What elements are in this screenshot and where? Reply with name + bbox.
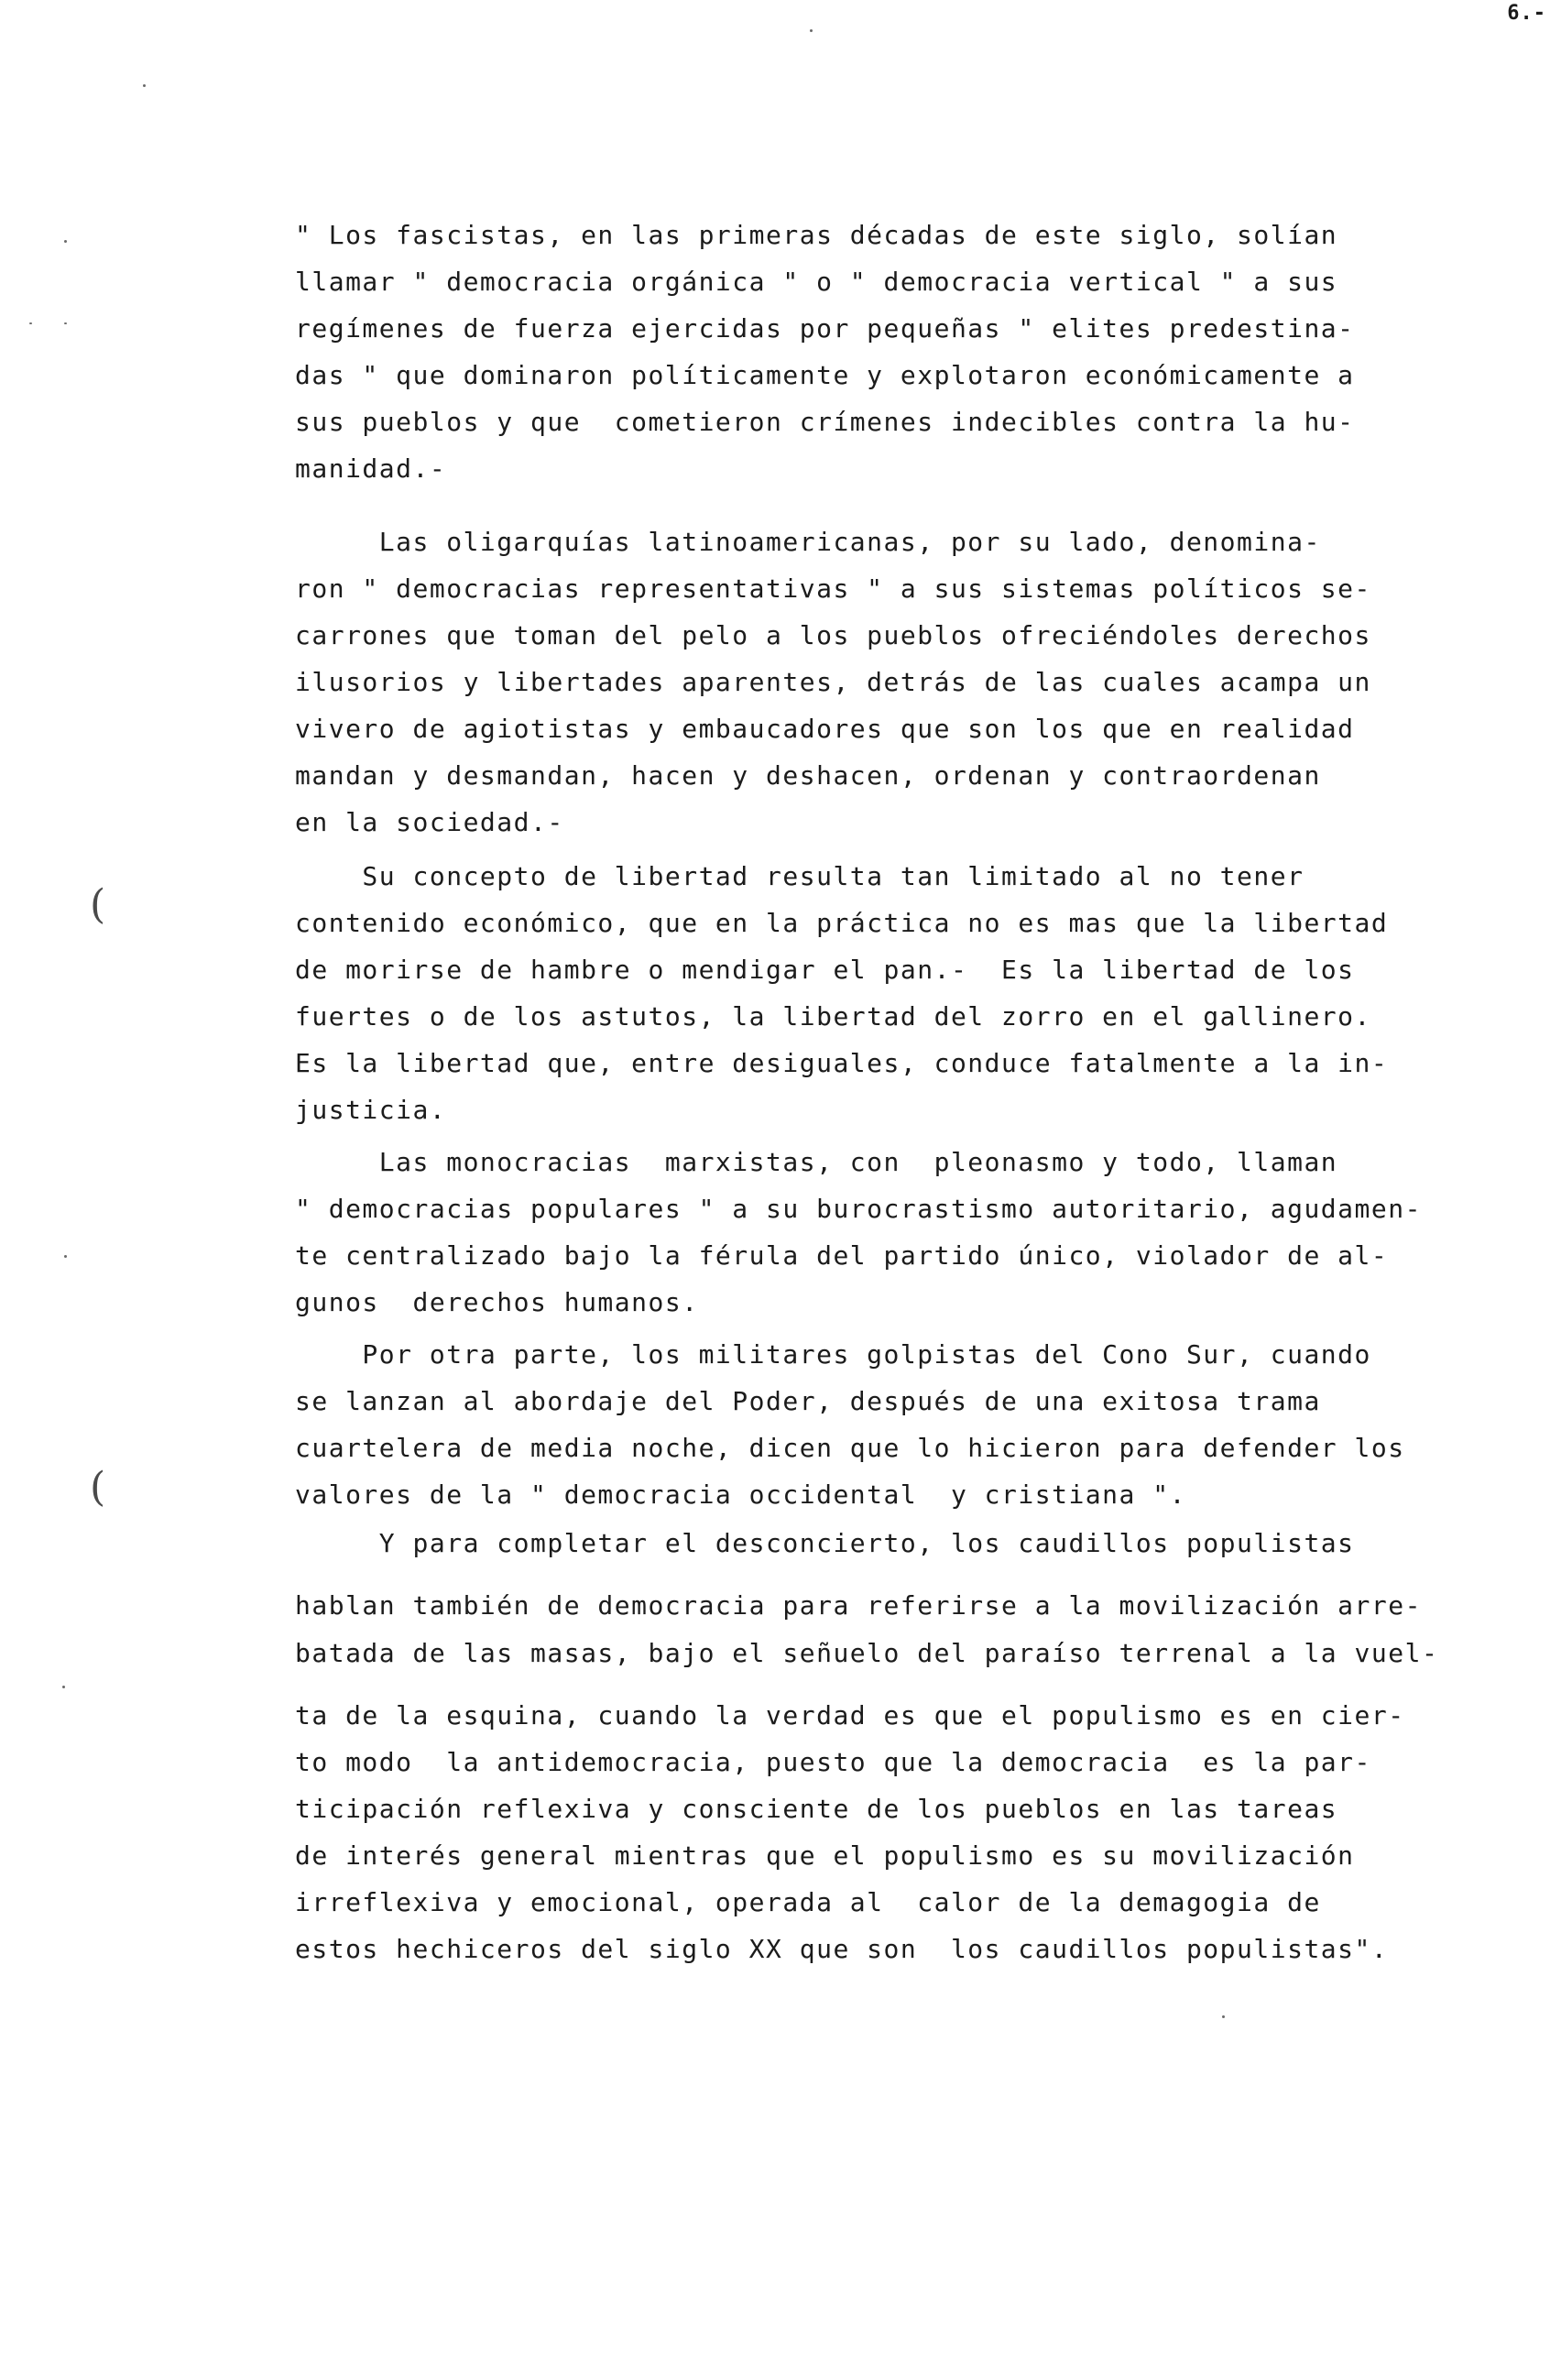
speck — [64, 322, 67, 324]
speck — [1222, 2015, 1225, 2018]
text-line: fuertes o de los astutos, la libertad del zorro en el gallinero. — [295, 1001, 1371, 1032]
text-line: Su concepto de libertad resulta tan limitado al no tener — [295, 861, 1304, 891]
text-line: de interés general mientras que el populismo es su movilización — [295, 1840, 1355, 1871]
text-line: contenido económico, que en la práctica no es mas que la libertad — [295, 908, 1389, 938]
text-line: Es la libertad que, entre desiguales, conduce fatalmente a la in- — [295, 1048, 1389, 1078]
speck — [64, 1255, 67, 1258]
text-line: ilusorios y libertades aparentes, detrás de las cuales acampa un — [295, 667, 1371, 697]
text-line: estos hechiceros del siglo XX que son los caudillos populistas". — [295, 1934, 1389, 1964]
text-line: batada de las masas, bajo el señuelo del paraíso terrenal a la vuel- — [295, 1638, 1439, 1668]
text-line: Las monocracias marxistas, con pleonasmo y todo, llaman — [295, 1147, 1338, 1177]
text-line: llamar " democracia orgánica " o " democracia vertical " a sus — [295, 267, 1338, 297]
text-line: vivero de agiotistas y embaucadores que son los que en realidad — [295, 714, 1355, 744]
text-line: ticipación reflexiva y consciente de los pueblos en las tareas — [295, 1794, 1338, 1824]
speck — [143, 84, 146, 87]
text-line: " Los fascistas, en las primeras décadas de este siglo, solían — [295, 220, 1338, 250]
text-line: se lanzan al abordaje del Poder, después de una exitosa trama — [295, 1386, 1321, 1416]
text-line: Por otra parte, los militares golpistas del Cono Sur, cuando — [295, 1339, 1371, 1370]
text-line: ta de la esquina, cuando la verdad es que el populismo es en cier- — [295, 1700, 1405, 1730]
text-line: carrones que toman del pelo a los pueblos ofreciéndoles derechos — [295, 620, 1371, 650]
text-line: gunos derechos humanos. — [295, 1287, 699, 1317]
text-line: manidad.- — [295, 453, 447, 484]
speck — [64, 240, 67, 243]
text-line: Y para completar el desconcierto, los caudillos populistas — [295, 1528, 1355, 1558]
speck — [62, 1686, 65, 1688]
margin-mark-2: ( — [90, 1464, 106, 1511]
text-line: mandan y desmandan, hacen y deshacen, ordenan y contraordenan — [295, 760, 1321, 791]
text-line: valores de la " democracia occidental y cristiana ". — [295, 1479, 1186, 1510]
speck — [29, 322, 32, 324]
text-line: justicia. — [295, 1095, 447, 1125]
speck — [810, 29, 813, 32]
text-line: " democracias populares " a su burocrastismo autoritario, agudamen- — [295, 1194, 1422, 1224]
text-line: en la sociedad.- — [295, 807, 564, 837]
text-line: cuartelera de media noche, dicen que lo hicieron para defender los — [295, 1433, 1405, 1463]
text-line: Las oligarquías latinoamericanas, por su lado, denomina- — [295, 527, 1321, 557]
text-line: regímenes de fuerza ejercidas por pequeñas " elites predestina- — [295, 313, 1355, 344]
text-line: irreflexiva y emocional, operada al calor de la demagogia de — [295, 1887, 1321, 1917]
margin-mark-1: ( — [90, 881, 106, 928]
text-line: ron " democracias representativas " a sus sistemas políticos se- — [295, 573, 1371, 604]
text-line: de morirse de hambre o mendigar el pan.- Es la libertad de los — [295, 955, 1355, 985]
text-line: te centralizado bajo la férula del partido único, violador de al- — [295, 1240, 1389, 1271]
text-line: hablan también de democracia para referirse a la movilización arre- — [295, 1590, 1422, 1621]
text-line: sus pueblos y que cometieron crímenes indecibles contra la hu- — [295, 407, 1355, 437]
text-line: to modo la antidemocracia, puesto que la democracia es la par- — [295, 1747, 1371, 1777]
text-line: das " que dominaron políticamente y explotaron económicamente a — [295, 360, 1355, 390]
page-number: 6.- — [1507, 2, 1546, 25]
